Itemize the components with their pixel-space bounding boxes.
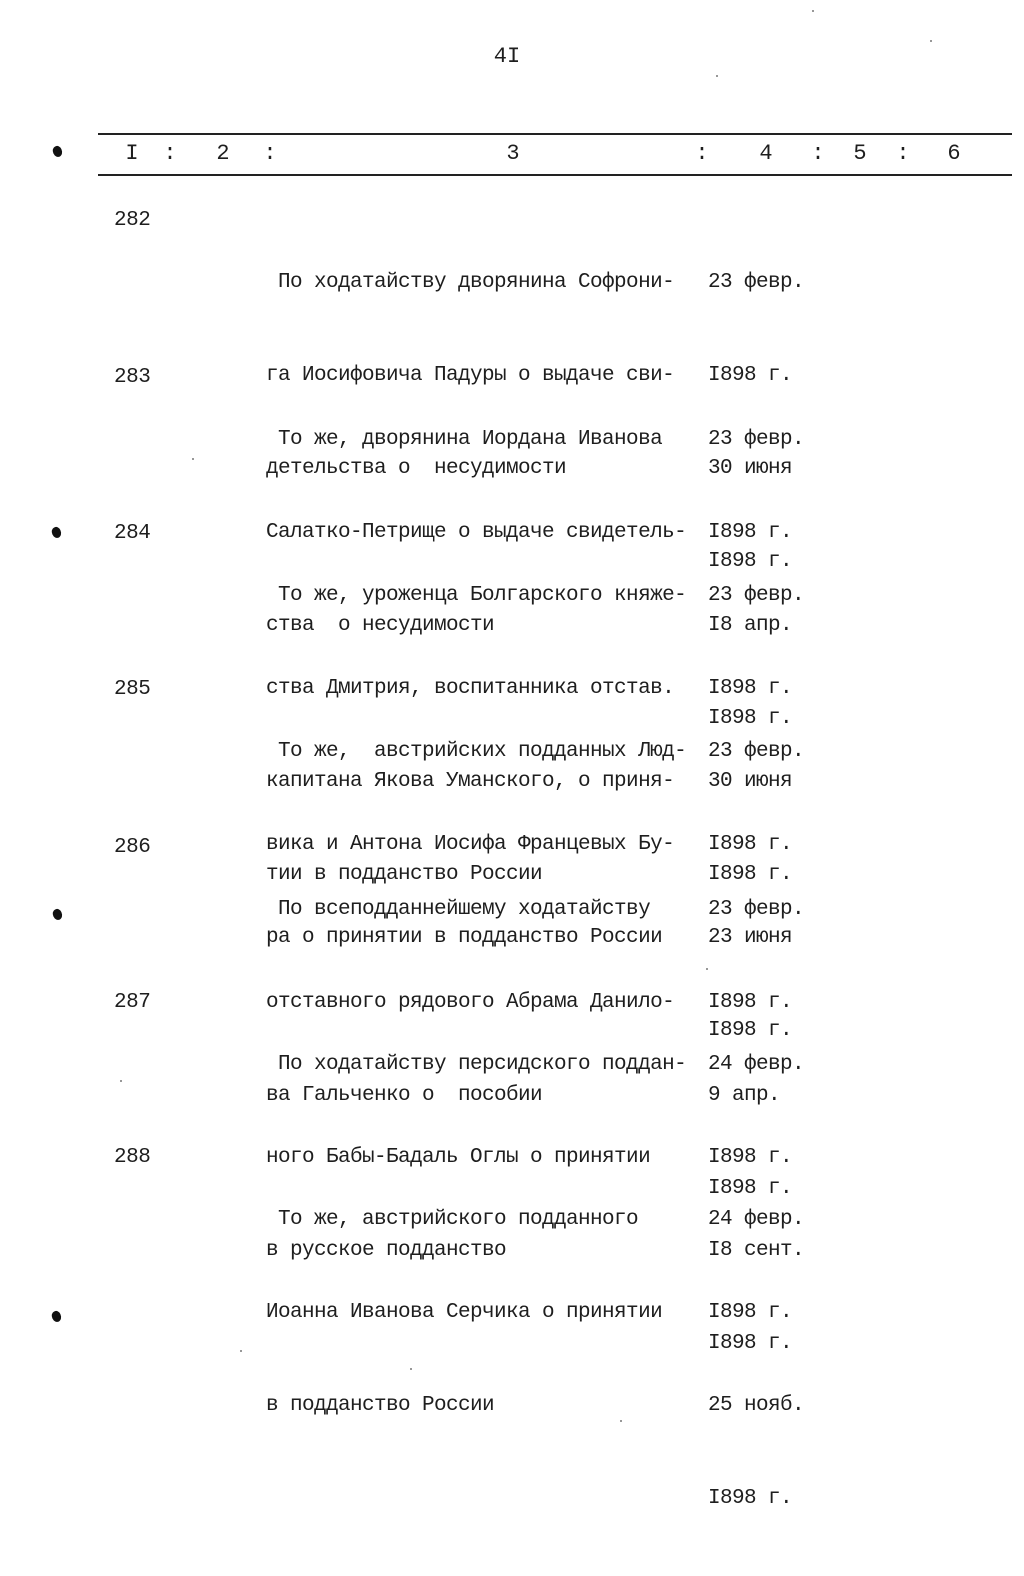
description-line: ра о принятии в подданство России bbox=[266, 926, 663, 949]
end-date-year: I898 г. bbox=[708, 1019, 793, 1042]
column-separator: : bbox=[896, 141, 910, 166]
description-line: По ходатайству дворянина Софрони- bbox=[266, 271, 675, 294]
description-line: в подданство России bbox=[266, 1394, 495, 1417]
entry-dates bbox=[708, 1142, 828, 1576]
scan-speck bbox=[620, 1420, 622, 1422]
start-date-year: I898 г. bbox=[708, 677, 793, 700]
column-separator: : bbox=[263, 141, 277, 166]
end-date-year: I898 г. bbox=[708, 1487, 793, 1510]
description-line: детельства о несудимости bbox=[266, 457, 567, 480]
scan-speck bbox=[812, 10, 814, 12]
column-header-2: 2 bbox=[216, 141, 230, 166]
description-line: капитана Якова Уманского, о приня- bbox=[266, 770, 675, 793]
entry-number: 288 bbox=[114, 1146, 151, 1169]
description-line: ства о несудимости bbox=[266, 614, 495, 637]
start-date-day: 23 февр. bbox=[708, 898, 805, 921]
entry-number: 282 bbox=[114, 209, 151, 232]
column-separator: : bbox=[695, 141, 709, 166]
description-line: тии в подданство России bbox=[266, 863, 543, 886]
end-date-day: 9 апр. bbox=[708, 1084, 781, 1107]
scan-speck bbox=[120, 1080, 122, 1082]
column-header-6: 6 bbox=[947, 141, 961, 166]
page-number: 4I bbox=[493, 44, 521, 69]
end-date-year: I898 г. bbox=[708, 1177, 793, 1200]
scan-speck bbox=[410, 1368, 412, 1370]
start-date-day: 24 февр. bbox=[708, 1053, 805, 1076]
description-line: То же, уроженца Болгарского княже- bbox=[266, 584, 687, 607]
end-date-day: I8 сент. bbox=[708, 1239, 805, 1262]
entry-number: 283 bbox=[114, 366, 151, 389]
description-line: То же, дворянина Иордана Иванова bbox=[266, 428, 663, 451]
description-line: в русское подданство bbox=[266, 1239, 507, 1262]
entry-number: 284 bbox=[114, 522, 151, 545]
end-date-year: I898 г. bbox=[708, 1332, 793, 1355]
description-line: Иоанна Иванова Серчика о принятии bbox=[266, 1301, 663, 1324]
end-date-day: I8 апр. bbox=[708, 614, 793, 637]
start-date-year: I898 г. bbox=[708, 1301, 793, 1324]
scan-speck bbox=[240, 1350, 242, 1352]
description-line: отставного рядового Абрама Данило- bbox=[266, 991, 675, 1014]
description-line: По всеподданнейшему ходатайству bbox=[266, 898, 651, 921]
end-date-day: 30 июня bbox=[708, 770, 793, 793]
start-date-day: 23 февр. bbox=[708, 271, 805, 294]
description-line: вика и Антона Иосифа Францевых Бу- bbox=[266, 833, 675, 856]
scan-speck bbox=[706, 968, 708, 970]
description-line: То же, австрийских подданных Люд- bbox=[266, 740, 687, 763]
entry-description bbox=[266, 1142, 716, 1483]
end-date-day: 30 июня bbox=[708, 457, 793, 480]
start-date-day: 24 февр. bbox=[708, 1208, 805, 1231]
start-date-day: 23 февр. bbox=[708, 428, 805, 451]
scan-speck bbox=[192, 458, 194, 460]
end-date-day: 25 нояб. bbox=[708, 1394, 805, 1417]
start-date-day: 23 февр. bbox=[708, 584, 805, 607]
start-date-year: I898 г. bbox=[708, 991, 793, 1014]
entry-number: 285 bbox=[114, 678, 151, 701]
description-line: То же, австрийского подданного bbox=[266, 1208, 639, 1231]
table-row bbox=[0, 1142, 1024, 1510]
end-date-year: I898 г. bbox=[708, 550, 793, 573]
column-separator: : bbox=[811, 141, 825, 166]
column-header-1: I bbox=[125, 141, 139, 166]
start-date-year: I898 г. bbox=[708, 521, 793, 544]
column-separator: : bbox=[163, 141, 177, 166]
description-line: га Иосифовича Падуры о выдаче сви- bbox=[266, 364, 675, 387]
header-top-rule bbox=[98, 133, 1012, 135]
end-date-day: 23 июня bbox=[708, 926, 793, 949]
column-header-3: 3 bbox=[506, 141, 520, 166]
end-date-year: I898 г. bbox=[708, 863, 793, 886]
description-line: ного Бабы-Бадаль Оглы о принятии bbox=[266, 1146, 651, 1169]
entry-number: 286 bbox=[114, 836, 151, 859]
description-line: ства Дмитрия, воспитанника отстав. bbox=[266, 677, 675, 700]
binding-hole-mark bbox=[51, 145, 64, 159]
description-line: Салатко-Петрище о выдаче свидетель- bbox=[266, 521, 687, 544]
start-date-year: I898 г. bbox=[708, 1146, 793, 1169]
binding-hole-mark bbox=[50, 1310, 63, 1324]
column-header-5: 5 bbox=[853, 141, 867, 166]
entry-number: 287 bbox=[114, 991, 151, 1014]
scan-speck bbox=[716, 75, 718, 77]
scan-speck bbox=[930, 40, 932, 42]
start-date-year: I898 г. bbox=[708, 833, 793, 856]
end-date-year: I898 г. bbox=[708, 707, 793, 730]
description-line: ва Гальченко о пособии bbox=[266, 1084, 543, 1107]
description-line: По ходатайству персидского поддан- bbox=[266, 1053, 687, 1076]
start-date-day: 23 февр. bbox=[708, 740, 805, 763]
column-header-4: 4 bbox=[759, 141, 773, 166]
header-bottom-rule bbox=[98, 174, 1012, 176]
start-date-year: I898 г. bbox=[708, 364, 793, 387]
